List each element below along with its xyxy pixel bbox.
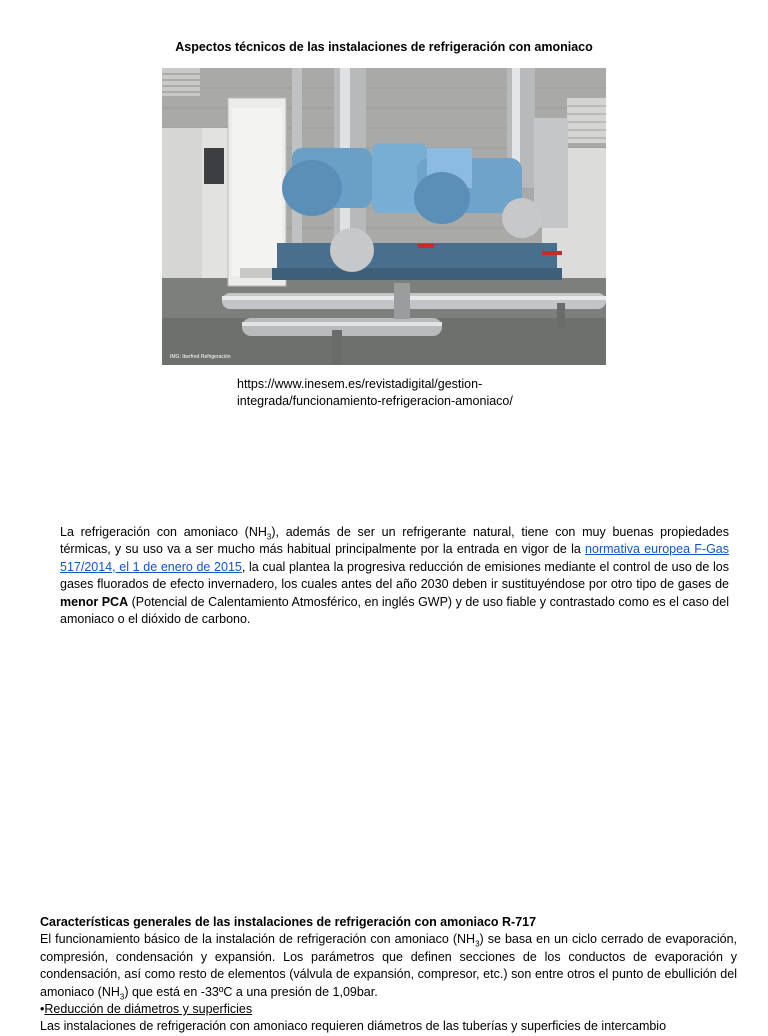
industrial-refrigeration-photo-icon	[162, 68, 606, 365]
bullet-mark: •	[40, 1002, 45, 1017]
bullet-item	[40, 1001, 737, 1018]
regulation-link[interactable]: normativa europea F-Gas 517/2014, el 1 de enero de 2015	[60, 542, 729, 574]
intro-text-3: , la cual plantea la progresiva reducción de emisiones mediante el control de uso de los gases fluorados de efecto invernadero, los cuales antes del año 2030 deben ir sustituyéndose por otro tipo de gases de	[60, 559, 729, 592]
section-heading: Características generales de las instalaciones de refrigeración con amoniaco R-717	[40, 915, 537, 929]
source-url-line-1: https://www.inesem.es/revistadigital/gestion-	[237, 377, 483, 391]
intro-bold-pca: menor PCA	[60, 594, 129, 609]
source-url-line-2: integrada/funcionamiento-refrigeracion-amoniaco/	[237, 394, 513, 408]
intro-text-2: ), además de ser un refrigerante natural, tiene con muy buenas propiedades térmicas, y su uso va a ser mucho más habitual principalmente por la entrada en vigor de la	[60, 525, 729, 557]
intro-paragraph	[60, 524, 729, 628]
photo-watermark: IMG: Iberfred Refrigeración	[170, 354, 231, 360]
section-text-2: ) se basa en un ciclo cerrado de evaporación, compresión, condensación y expansión. Los parámetros que definen secciones de los conductos de evaporación y condensación, así como resto de elementos (válvula de expansión, compresor, etc.) son entre otros el punto de ebullición del amoniaco (NH	[40, 932, 737, 999]
general-characteristics-section	[40, 914, 737, 1036]
page-title: Aspectos técnicos de las instalaciones de refrigeración con amoniaco	[175, 40, 593, 54]
section-text-1: El funcionamiento básico de la instalación de refrigeración con amoniaco (NH	[40, 932, 476, 947]
section-subscript-2: 3	[119, 992, 125, 1002]
section-paragraph	[40, 931, 737, 1001]
intro-text-1: La refrigeración con amoniaco (NH	[60, 525, 267, 539]
bullet-label: Reducción de diámetros y superficies	[44, 1002, 253, 1017]
section-subscript-1: 3	[475, 939, 480, 949]
section-text-3: ) que está en -33ºC a una presión de 1,09bar.	[124, 984, 378, 999]
refrigeration-plant-photo	[162, 68, 606, 365]
cut-off-line: Las instalaciones de refrigeración con amoniaco requieren diámetros de las tuberías y superficies de intercambio	[40, 1019, 667, 1034]
intro-subscript-1: 3	[266, 532, 272, 542]
source-url[interactable]	[237, 376, 557, 410]
intro-text-4: (Potencial de Calentamiento Atmosférico, en inglés GWP) y de uso fiable y contrastado como es el caso del amoniaco o el dióxido de carbono.	[60, 594, 729, 627]
